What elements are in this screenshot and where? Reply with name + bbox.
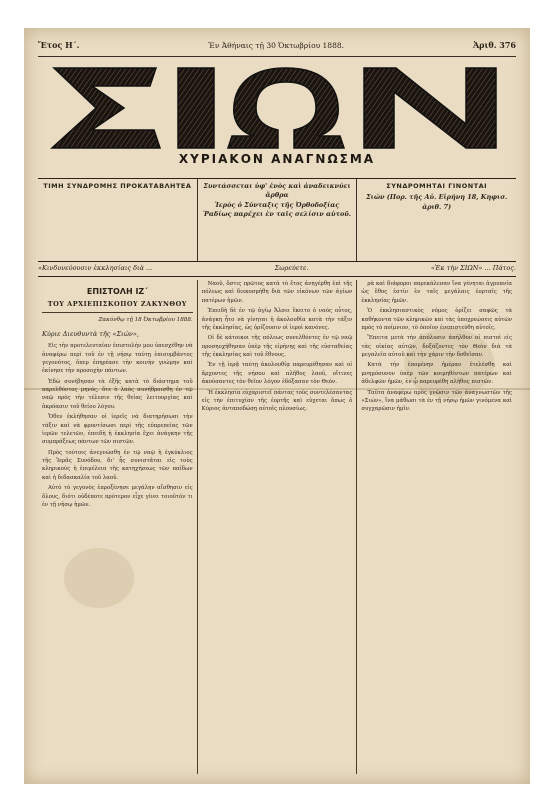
title-text: ΣΙΩΝ (277, 116, 280, 117)
subscription-heading: ΤΙΜΗ ΣΥΝΔΡΟΜΗΣ ΠΡΟΚΑΤΑΒΛΗΤΕΑ (43, 182, 192, 190)
motto-left: «Κινδυνεύουσιν ἐκκλησίαις διὰ ... (38, 264, 153, 272)
paragraph: Ναοῦ, ὅστις πρῶτος κατὰ τὸ ἔτος ἀνηγέρθη ἐπὶ τῆς πόλεως καὶ διεκοσμήθη διὰ τῶν εἰκόνων τῶν ἁγίων πατέρων ἡμῶν. (201, 281, 353, 304)
motto-right: «Ἐκ τὴν ΣΙΩΝ» ... Πάτος. (430, 264, 516, 272)
paragraph: Ἐν τῇ ἱερᾷ ταύτῃ ἀκολουθίᾳ παρευρέθησαν καὶ οἱ ἄρχοντες τῆς νήσου καὶ πλῆθος λαοῦ, οἵτινες ἀκούσαντες τὸν θεῖον λόγον ἐδόξασαν τὸν Θεόν. (201, 362, 353, 386)
masthead-subtitle: ΧΥΡΙΑΚΟΝ ΑΝΑΓΝΩΣΜΑ (178, 152, 376, 166)
editorial-heading: Συντάσσεται ὑφ' ἑνὸς καὶ ἀναδεικνύει ἄρθρα (203, 182, 351, 200)
motto-mid: Σωρεύετε. (274, 264, 309, 272)
article-salutation: Κύριε Διευθυντὰ τῆς «Σιών», (42, 330, 139, 339)
column-1 (38, 280, 198, 774)
article-subtitle: ΤΟΥ ΑΡΧΙΕΠΙΣΚΟΠΟΥ ΖΑΚΥΝΘΟΥ (42, 299, 193, 313)
article-title: ΕΠΙΣΤΟΛΗ ΙΖ΄ (86, 287, 148, 296)
paragraph: Ἔπειτα μετὰ τὴν ἀπόλυσιν ἀπήλθον οἱ πιστοὶ εἰς τὰς οἰκίας αὐτῶν, δοξάζοντες τὸν Θεὸν διὰ τὰ μεγαλεῖα αὐτοῦ καὶ τὴν χάριν τὴν δοθεῖσαν. (361, 335, 513, 358)
subscribers-heading: ΣΥΝΔΡΟΜΗΤΑΙ ΓΙΝΟΝΤΑΙ (386, 182, 488, 190)
subscribers-address: Σιών (Πορ. τῆς Αὐ. Εἰρήνη 18, Κηφισ. ἀριθ. 7) (366, 193, 508, 211)
issue-year: Ἔτος Η΄. (38, 40, 80, 50)
subscription-box (38, 179, 198, 261)
info-bar (38, 178, 516, 262)
paragraph: Ὁ ἐκκλησιαστικὸς νόμος ὁρίζει σαφῶς τὰ καθήκοντα τῶν κληρικῶν καὶ τὰς ὑποχρεώσεις αὐτῶν πρὸς τὸ ποίμνιον, τὸ ὁποῖον ἐνεπιστεύθη αὐτοῖς. (361, 308, 513, 331)
masthead (38, 60, 516, 172)
paragraph: Ἐδὼ συνέβησαν τὰ ἑξῆς κατὰ τὸ διάστημα τοῦ παρελθόντος μηνός, ὅτε ὁ λαὸς συνήθροισθη ἐν τῷ ναῷ πρὸς τὴν τέλεσιν τῆς θείας λειτουργίας καὶ ἀκρόασιν τοῦ θείου λόγου. (42, 378, 193, 410)
paragraph: Ἐπειδὴ δὲ ἐν τῷ ἁγίῳ Ἄλσει ἔκειτο ὁ ναὸς οὗτος, ἀνάγκη ἦτο νὰ γίνηται ἡ ἀκολουθία κατὰ τὴν τάξιν τῆς ἐκκλησίας, ὡς ὁρίζουσιν οἱ ἱεροὶ κανόνες. (201, 308, 353, 331)
paragraph: Εἰς τὴν προτελευταίαν ἐπιστολήν μου ὑπεσχέθην νὰ ἀναφέρω περὶ τοῦ ἐν τῇ νήσῳ ταύτῃ ἐπισυμβάντος γεγονότος, ὅπερ ἐπηρέασε τὴν κοινὴν γνώμην καὶ ἐκίνησε τὴν προσοχὴν πάντων. (42, 343, 193, 375)
paragraph: ρὰ καὶ διάφοροι παρεκάλεσαν ἵνα γένηται ἀγρυπνία ὡς ἔθος ἐστίν ἐν ταῖς μεγάλαις ἑορταῖς τῆς ἐκκλησίας ἡμῶν. (361, 281, 513, 304)
editorial-footer: Ῥαδίως παρέχει ἐν ταῖς σελίσιν αὐτοῦ. (202, 210, 352, 219)
article-columns (38, 280, 516, 774)
column-2 (198, 280, 358, 774)
issue-number: Ἀριθ. 376 (472, 40, 516, 50)
editorial-box (198, 179, 358, 261)
paragraph: Ταῦτα ἀναφέρω πρὸς γνῶσιν τῶν ἀναγνωστῶν τῆς «Σιών», ἵνα μάθωσι τὰ ἐν τῇ νήσῳ ἡμῶν γινόμενα καὶ συγχαρῶσιν ἡμῖν. (361, 389, 513, 413)
header-line (38, 34, 516, 57)
issue-date: Ἐν Ἀθήναις τῇ 30 Ὀκτωβρίου 1888. (208, 40, 345, 50)
title-logo (46, 64, 508, 152)
article-dateline: Ζακύνθῳ τῇ 18 Ὀκτωβρίου 1888. (98, 317, 193, 324)
paragraph: Οἱ δὲ κάτοικοι τῆς πόλεως συνελθόντες ἐν τῷ ναῷ προσηυχήθησαν ὑπὲρ τῆς εἰρήνης καὶ τῆς εὐσταθείας τῆς ἐκκλησίας καὶ τοῦ ἔθνους. (201, 335, 353, 358)
paragraph: Ἡ ἐκκλησία εὐχαριστεῖ πάντας τοὺς συντελέσαντας εἰς τὴν ἐπιτυχίαν τῆς ἑορτῆς καὶ εὐχεται ὅπως ὁ Κύριος ἀνταποδώσῃ αὐτοῖς πλουσίως. (201, 389, 353, 413)
editorial-name: Ἱερὸς ὁ Σύνταξις τῆς Ὀρθοδοξίας (214, 200, 340, 209)
motto-line (38, 264, 516, 277)
newspaper-page (24, 28, 530, 784)
subscribers-box (357, 179, 516, 261)
paragraph: Κατὰ τὴν ἑπομένην ἡμέραν ἐτελέσθη καὶ μνημόσυνον ὑπὲρ τῶν κοιμηθέντων πατέρων καὶ ἀδελφῶν ἡμῶν, ἐν ᾧ παρευρέθη πλῆθος πιστῶν. (361, 362, 513, 386)
column-3 (357, 280, 516, 774)
paragraph: Πρὸς τούτοις ἀνεγνώσθη ἐν τῷ ναῷ ἡ ἐγκύκλιος τῆς Ἱερᾶς Συνόδου, δι' ἧς συνιστᾶται εἰς τοὺς κληρικοὺς ἡ ἐπιμέλεια τῆς κατηχήσεως τῶν παίδων καὶ ἡ διδασκαλία τοῦ λαοῦ. (42, 449, 193, 481)
paragraph: Ὅθεν ἐκλήθησαν οἱ ἱερεῖς νὰ διατηρήσωσι τὴν τάξιν καὶ νὰ φροντίσωσι περὶ τῆς εὐπρεπείας τῶν ἱερῶν τελετῶν, ἐπειδὴ ἡ ἐκκλησία ἔχει ἀνάγκην τῆς συμπράξεως πάντων τῶν πιστῶν. (42, 414, 193, 446)
paragraph: Αὐτὸ τὸ γεγονὸς ἐπροξένησε μεγάλην αἴσθησιν εἰς ὅλους, διότι οὐδέποτε πρότερον εἶχε γίνει τοιοῦτόν τι ἐν τῇ νήσῳ ἡμῶν. (42, 485, 193, 508)
